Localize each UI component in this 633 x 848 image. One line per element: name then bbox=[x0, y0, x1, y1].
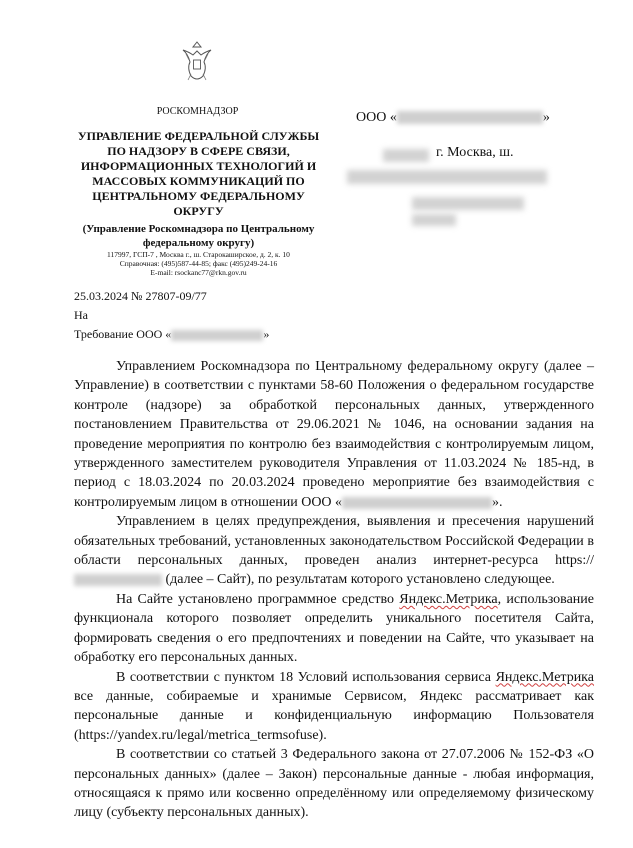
agency-name-line: УПРАВЛЕНИЕ ФЕДЕРАЛЬНОЙ СЛУЖБЫ bbox=[77, 129, 320, 143]
agency-name-line: МАССОВЫХ КОММУНИКАЦИЙ ПО bbox=[92, 174, 305, 188]
agency-name-line: ЦЕНТРАЛЬНОМУ ФЕДЕРАЛЬНОМУ bbox=[92, 189, 305, 203]
agency-short-line: (Управление Роскомнадзора по Центральному bbox=[82, 223, 315, 235]
redacted-block bbox=[412, 197, 524, 210]
date-number: 25.03.2024 № 27807-09/77 bbox=[74, 289, 207, 303]
redacted-block bbox=[412, 214, 456, 226]
recipient-org bbox=[356, 110, 550, 126]
paragraph-text: На Сайте установлено программное средство bbox=[116, 591, 400, 607]
redacted-block bbox=[383, 149, 429, 162]
recipient-org-suffix: » bbox=[542, 110, 550, 125]
paragraph bbox=[74, 512, 594, 590]
redacted-block bbox=[74, 574, 162, 586]
paragraph bbox=[74, 357, 594, 512]
recipient-org-prefix: ООО « bbox=[356, 110, 397, 125]
coat-of-arms-emblem bbox=[179, 38, 215, 84]
brand-name: Яндекс.Метрика bbox=[495, 669, 594, 685]
on-label: На bbox=[74, 308, 88, 322]
paragraph-text: (далее – Сайт), по результатам которого установлено следующее. bbox=[162, 572, 555, 588]
paragraph-text: Управлением в целях предупреждения, выявления и пресечения нарушений обязательных требований, установленных законодательством Российской Федерации в области персональных данных, проведен анализ интернет-ресурса https:// bbox=[74, 514, 594, 569]
agency-address bbox=[76, 250, 321, 277]
paragraph bbox=[74, 668, 594, 746]
address-line: 117997, ГСП-7 , Москва г., ш. Старокаширское, д. 2, к. 10 bbox=[107, 250, 290, 259]
address-line: Справочная: (495)587-44-85; факс (495)249-24-16 bbox=[119, 259, 278, 268]
subject-suffix: » bbox=[263, 327, 270, 341]
redacted-block bbox=[397, 111, 543, 124]
agency-name-line: ПО НАДЗОРУ В СФЕРЕ СВЯЗИ, bbox=[107, 144, 290, 158]
paragraph-text: Управлением Роскомнадзора по Центральному федеральному округу (далее – Управление) в соответствии с пунктами 58-60 Положения о федеральном государстве контроле (надзоре) за обработкой персональных данных, утвержденного постановлением Правительства от 29.06.2021 № 1046, на основании задания на проведение мероприятия по контролю без взаимодействия с контролируемым лицом, утвержденного заместителем руководителя Управления от 11.03.2024 № 185-нд, в период с 18.03.2024 по 20.03.2024 проведено мероприятие без взаимодействия с контролируемым лицом в отношении ООО « bbox=[74, 359, 594, 510]
brand-name: Яндекс.Метрика bbox=[399, 591, 498, 607]
address-line: E-mail: rsockanc77@rkn.gov.ru bbox=[150, 268, 247, 277]
letter-subject bbox=[74, 327, 269, 342]
paragraph-text: , использование функционала которого позволяет определить уникального посетителя Сайта, формировать сведения о его предпочтениях и поведении на Сайте, что указывает на обработку его персональных данных. bbox=[74, 591, 594, 666]
paragraph: В соответствии со статьей 3 Федерального закона от 27.07.2006 № 152-ФЗ «О персональных данных» (далее – Закон) персональные данные - любая информация, относящаяся к прямо или косвенно определённому или определяемому физическому лицу (субъекту персональных данных). bbox=[74, 747, 594, 821]
paragraph bbox=[74, 590, 594, 668]
agency-name-line: ИНФОРМАЦИОННЫХ ТЕХНОЛОГИЙ И bbox=[80, 159, 317, 173]
agency-top-label: РОСКОМНАДЗОР bbox=[156, 106, 239, 117]
paragraph-text: все данные, собираемые и хранимые Сервисом, Яндекс рассматривает как персональные данные и конфиденциальную информацию Пользователя (https://yandex.ru/legal/metrica_termsofuse). bbox=[74, 688, 594, 743]
agency-short-name bbox=[76, 222, 321, 250]
paragraph-text: ». bbox=[492, 494, 503, 510]
letter-body bbox=[74, 357, 594, 823]
redacted-block bbox=[171, 330, 263, 341]
agency-name bbox=[76, 129, 321, 219]
paragraph-text: В соответствии с пунктом 18 Условий использования сервиса bbox=[116, 669, 496, 685]
redacted-block bbox=[342, 497, 492, 509]
redacted-block bbox=[347, 170, 547, 184]
agency-short-line: федеральному округу) bbox=[142, 237, 255, 249]
recipient-city: г. Москва, ш. bbox=[436, 145, 514, 160]
subject-prefix: Требование ООО « bbox=[74, 327, 172, 341]
agency-name-line: ОКРУГУ bbox=[173, 204, 224, 218]
